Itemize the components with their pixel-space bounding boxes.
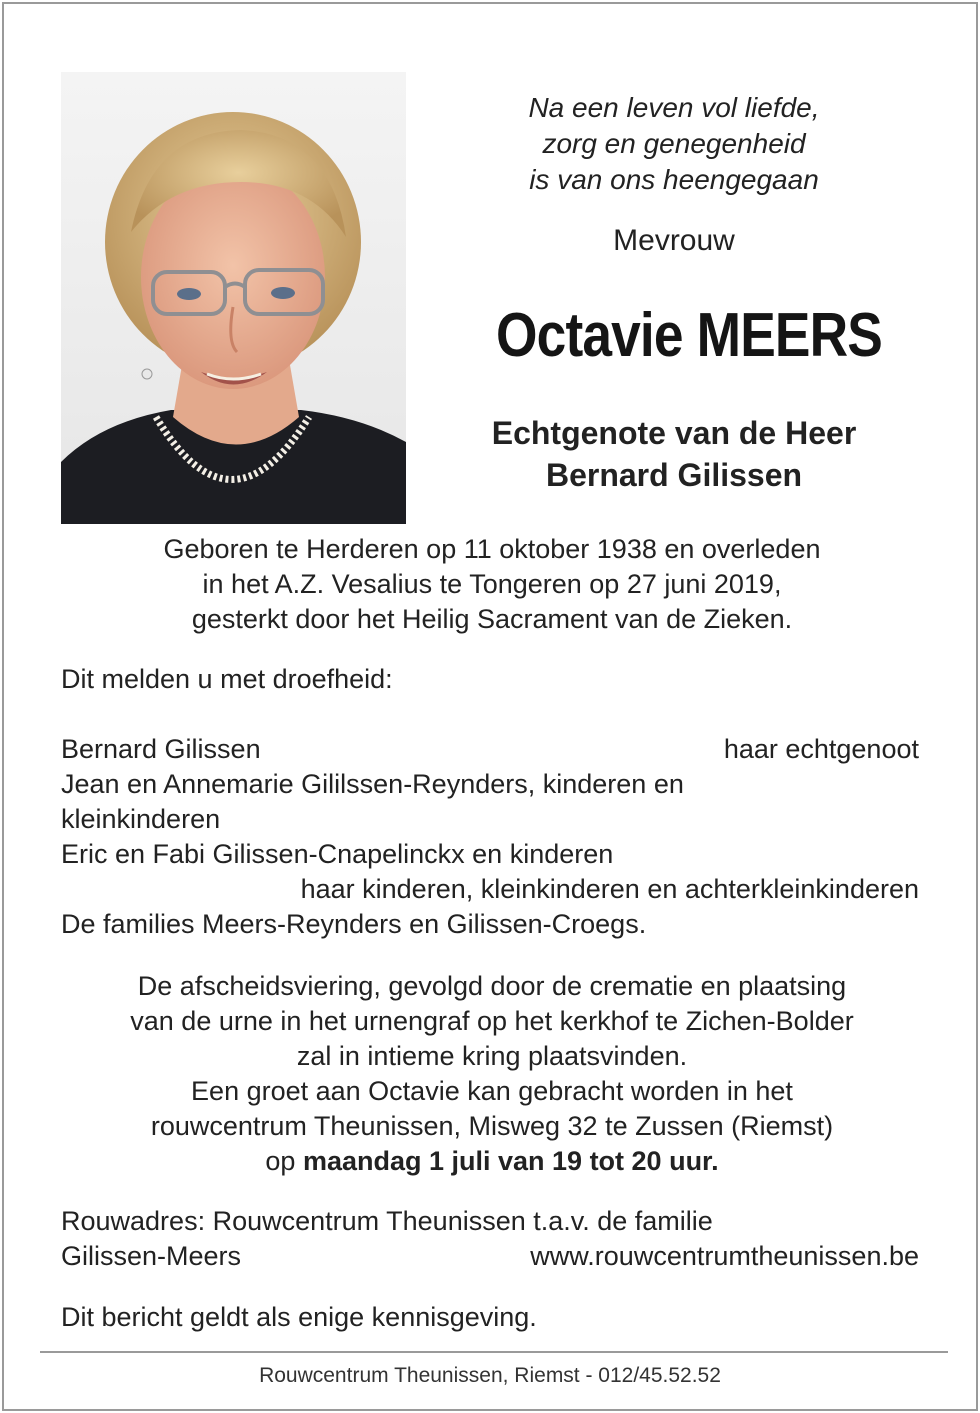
birth-death-info (44, 532, 940, 637)
address-family: Gilissen-Meers (61, 1241, 242, 1271)
family-row: kleinkinderen (61, 804, 221, 834)
ceremony-line: zal in intieme kring plaatsvinden. (296, 1041, 688, 1071)
website-link[interactable]: www.rouwcentrumtheunissen.be (530, 1241, 919, 1271)
address-row (61, 1239, 919, 1274)
spouse-name: Bernard Gilissen (61, 734, 261, 764)
birth-death-line: Geboren te Herderen op 11 oktober 1938 en overleden (163, 534, 821, 564)
family-list (61, 732, 919, 942)
spouse-line: Bernard Gilissen (545, 457, 803, 493)
intro-line: zorg en genegenheid (542, 128, 806, 159)
mourning-address (61, 1204, 919, 1274)
intro-verse (444, 90, 904, 198)
deceased-name: Octavie MEERS (496, 301, 882, 370)
family-row (61, 732, 919, 767)
family-row (61, 872, 919, 907)
salutation: Mevrouw (613, 224, 735, 257)
family-row: Jean en Annemarie Gililssen-Reynders, kinderen en (61, 769, 684, 799)
ceremony-info (34, 969, 950, 1179)
visit-datetime: maandag 1 juli van 19 tot 20 uur. (302, 1146, 719, 1176)
spouse-info (444, 412, 904, 496)
notice-text: Dit bericht geldt als enige kennisgeving. (61, 1302, 537, 1332)
ceremony-line: van de urne in het urnengraf op het kerkhof te Zichen-Bolder (130, 1006, 854, 1036)
family-relation: haar kinderen, kleinkinderen en achterkleinkinderen (300, 874, 919, 904)
visit-time (34, 1144, 950, 1179)
ceremony-line: Een groet aan Octavie kan gebracht worden in het (191, 1076, 793, 1106)
ceremony-line: rouwcentrum Theunissen, Misweg 32 te Zussen (Riemst) (150, 1111, 834, 1141)
birth-death-line: gesterkt door het Heilig Sacrament van de Zieken. (191, 604, 793, 634)
address-line: Rouwadres: Rouwcentrum Theunissen t.a.v. de familie (61, 1206, 713, 1236)
portrait-photo (61, 72, 406, 524)
footer-text: Rouwcentrum Theunissen, Riemst - 012/45.52.52 (259, 1364, 721, 1387)
footer-divider (40, 1351, 948, 1353)
family-row: De families Meers-Reynders en Gilissen-Croegs. (61, 909, 647, 939)
visit-prefix: op (265, 1146, 303, 1176)
spouse-line: Echtgenote van de Heer (491, 415, 857, 451)
intro-line: Na een leven vol liefde, (528, 92, 820, 123)
obituary-card (2, 2, 978, 1411)
birth-death-line: in het A.Z. Vesalius te Tongeren op 27 juni 2019, (202, 569, 782, 599)
intro-line: is van ons heengegaan (529, 164, 819, 195)
spouse-role: haar echtgenoot (723, 734, 919, 764)
ceremony-line: De afscheidsviering, gevolgd door de crematie en plaatsing (137, 971, 847, 1001)
family-row: Eric en Fabi Gilissen-Cnapelinckx en kinderen (61, 839, 614, 869)
announce-text: Dit melden u met droefheid: (61, 664, 393, 694)
